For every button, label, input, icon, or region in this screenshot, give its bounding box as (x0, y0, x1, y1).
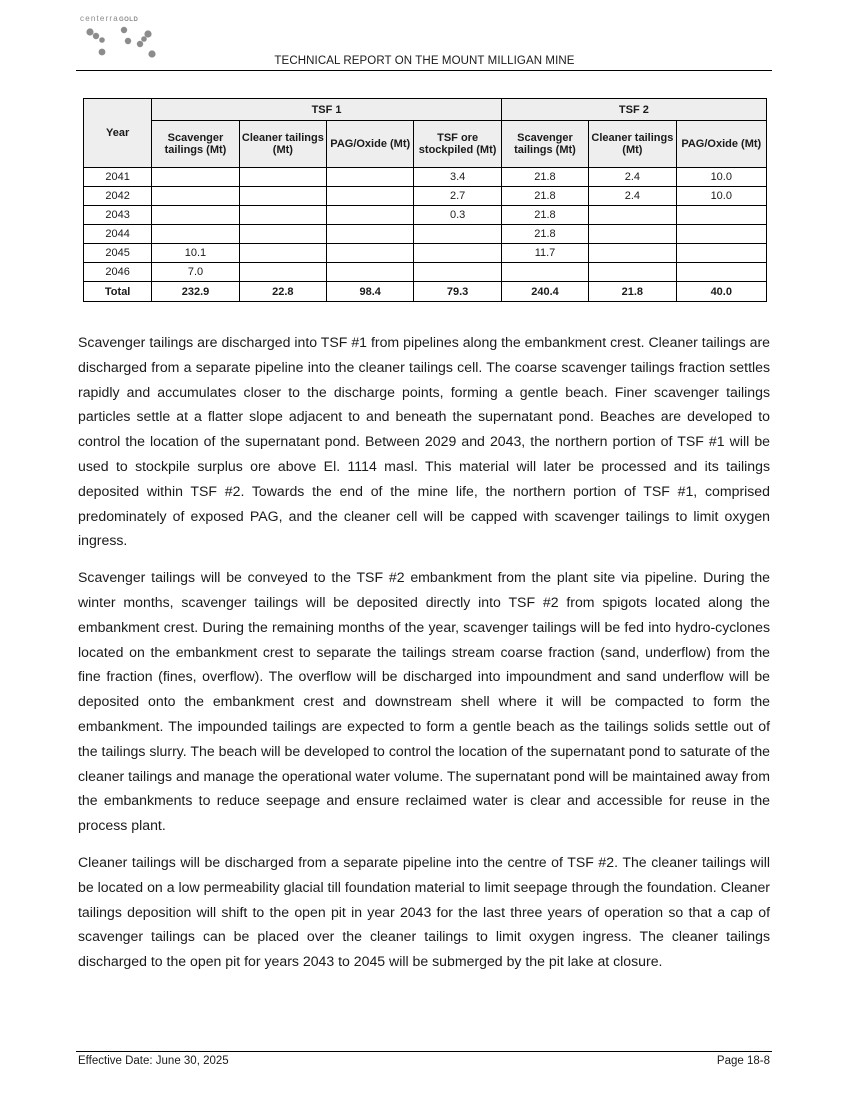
total-cell: 79.3 (414, 282, 501, 302)
column-header: Scavenger tailings (Mt) (501, 121, 588, 168)
value-cell: 10.0 (676, 168, 766, 187)
value-cell (327, 244, 414, 263)
table-row (84, 244, 767, 263)
total-cell: 40.0 (676, 282, 766, 302)
tailings-table (83, 98, 767, 302)
year-cell: 2043 (84, 206, 152, 225)
logo-wordmark (80, 14, 180, 23)
page-number: Page 18-8 (716, 1055, 770, 1067)
value-cell (152, 168, 239, 187)
value-cell (676, 206, 766, 225)
table-row (84, 206, 767, 225)
value-cell (239, 225, 326, 244)
header-rule (76, 70, 772, 71)
value-cell (414, 263, 501, 282)
table-row (84, 168, 767, 187)
column-header: Cleaner tailings (Mt) (589, 121, 676, 168)
value-cell (239, 168, 326, 187)
column-header: PAG/Oxide (Mt) (676, 121, 766, 168)
value-cell (589, 244, 676, 263)
group-header-tsf2: TSF 2 (501, 99, 766, 121)
effective-date: Effective Date: June 30, 2025 (78, 1055, 229, 1067)
column-header: TSF ore stockpiled (Mt) (414, 121, 501, 168)
value-cell (239, 206, 326, 225)
total-cell: 232.9 (152, 282, 239, 302)
value-cell (239, 263, 326, 282)
value-cell (327, 206, 414, 225)
logo-text: centerra (80, 14, 119, 23)
value-cell: 21.8 (501, 225, 588, 244)
value-cell (589, 225, 676, 244)
report-title: TECHNICAL REPORT ON THE MOUNT MILLIGAN MINE (274, 55, 575, 67)
group-header-tsf1: TSF 1 (152, 99, 502, 121)
value-cell: 21.8 (501, 168, 588, 187)
value-cell (676, 225, 766, 244)
value-cell (152, 225, 239, 244)
value-cell (327, 225, 414, 244)
year-cell: 2044 (84, 225, 152, 244)
table-row (84, 225, 767, 244)
paragraph: Scavenger tailings are discharged into TSF #1 from pipelines along the embankment crest. Cleaner tailings are discharged from a separate pipeline into the cleaner tailings cell. The coarse scavenger tailings fraction settles rapidly and accumulates closer to the discharge points, forming a gentle beach. Finer scavenger tailings particles settle at a flatter slope adjacent to and beneath the supernatant pond. Beaches are developed to control the location of the supernatant pond. Between 2029 and 2043, the northern portion of TSF #1 will be used to stockpile surplus ore above El. 1114 masl. This material will later be processed and its tailings deposited within TSF #2. Towards the end of the mine life, the northern portion of TSF #1, comprised predominately of exposed PAG, and the cleaner cell will be capped with scavenger tailings to limit oxygen ingress. (78, 334, 770, 549)
column-header: Cleaner tailings (Mt) (239, 121, 326, 168)
value-cell: 2.4 (589, 168, 676, 187)
value-cell (152, 187, 239, 206)
paragraph: Cleaner tailings will be discharged from a separate pipeline into the centre of TSF #2. The cleaner tailings will be located on a low permeability glacial till foundation material to limit seepage through the foundation. Cleaner tailings deposition will shift to the open pit in year 2043 for the last three years of operation so that a cap of scavenger tailings can be placed over the cleaner tailings to limit oxygen ingress. The cleaner tailings discharged to the open pit for years 2043 to 2045 will be submerged by the pit lake at closure. (78, 853, 770, 970)
year-cell: 2041 (84, 168, 152, 187)
value-cell (327, 187, 414, 206)
value-cell (414, 225, 501, 244)
value-cell (414, 244, 501, 263)
year-cell: 2042 (84, 187, 152, 206)
table-row (84, 187, 767, 206)
total-cell: 22.8 (239, 282, 326, 302)
year-cell: 2045 (84, 244, 152, 263)
value-cell (152, 206, 239, 225)
value-cell: 21.8 (501, 187, 588, 206)
value-cell (327, 263, 414, 282)
total-cell: 240.4 (501, 282, 588, 302)
total-label: Total (84, 282, 152, 302)
value-cell (501, 263, 588, 282)
total-cell: 98.4 (327, 282, 414, 302)
body-text (78, 330, 770, 986)
paragraph: Scavenger tailings will be conveyed to the TSF #2 embankment from the plant site via pipeline. During the winter months, scavenger tailings will be deposited directly into TSF #2 from spigots located along the embankment crest. During the remaining months of the year, scavenger tailings will be fed into hydro-cyclones located on the embankment crest to separate the tailings stream coarse fraction (sand, underflow) from the fine fraction (fines, overflow). The overflow will be discharged into impoundment and sand underflow will be deposited onto the embankment crest and downstream shell where it will be compacted to form the embankment. The impounded tailings are expected to form a gentle beach as the tailings solids settle out of the tailings slurry. The beach will be developed to control the location of the supernatant pond to saturate of the cleaner tailings and manage the operational water volume. The supernatant pond will be maintained away from the embankments to reduce seepage and ensure reclaimed water is clear and accessible for reuse in the process plant. (78, 569, 770, 834)
year-cell: 2046 (84, 263, 152, 282)
value-cell (239, 244, 326, 263)
total-cell: 21.8 (589, 282, 676, 302)
value-cell (676, 263, 766, 282)
value-cell: 10.0 (676, 187, 766, 206)
value-cell: 11.7 (501, 244, 588, 263)
value-cell (676, 244, 766, 263)
column-header: PAG/Oxide (Mt) (327, 121, 414, 168)
value-cell (327, 168, 414, 187)
value-cell: 3.4 (414, 168, 501, 187)
table-row (84, 263, 767, 282)
footer-rule (76, 1051, 772, 1052)
total-row (84, 282, 767, 302)
value-cell: 10.1 (152, 244, 239, 263)
value-cell: 21.8 (501, 206, 588, 225)
year-header: Year (84, 99, 152, 168)
logo-suffix: GOLD (118, 17, 139, 23)
value-cell: 2.7 (414, 187, 501, 206)
value-cell: 7.0 (152, 263, 239, 282)
value-cell: 2.4 (589, 187, 676, 206)
value-cell: 0.3 (414, 206, 501, 225)
value-cell (589, 263, 676, 282)
value-cell (239, 187, 326, 206)
column-header: Scavenger tailings (Mt) (152, 121, 239, 168)
value-cell (589, 206, 676, 225)
